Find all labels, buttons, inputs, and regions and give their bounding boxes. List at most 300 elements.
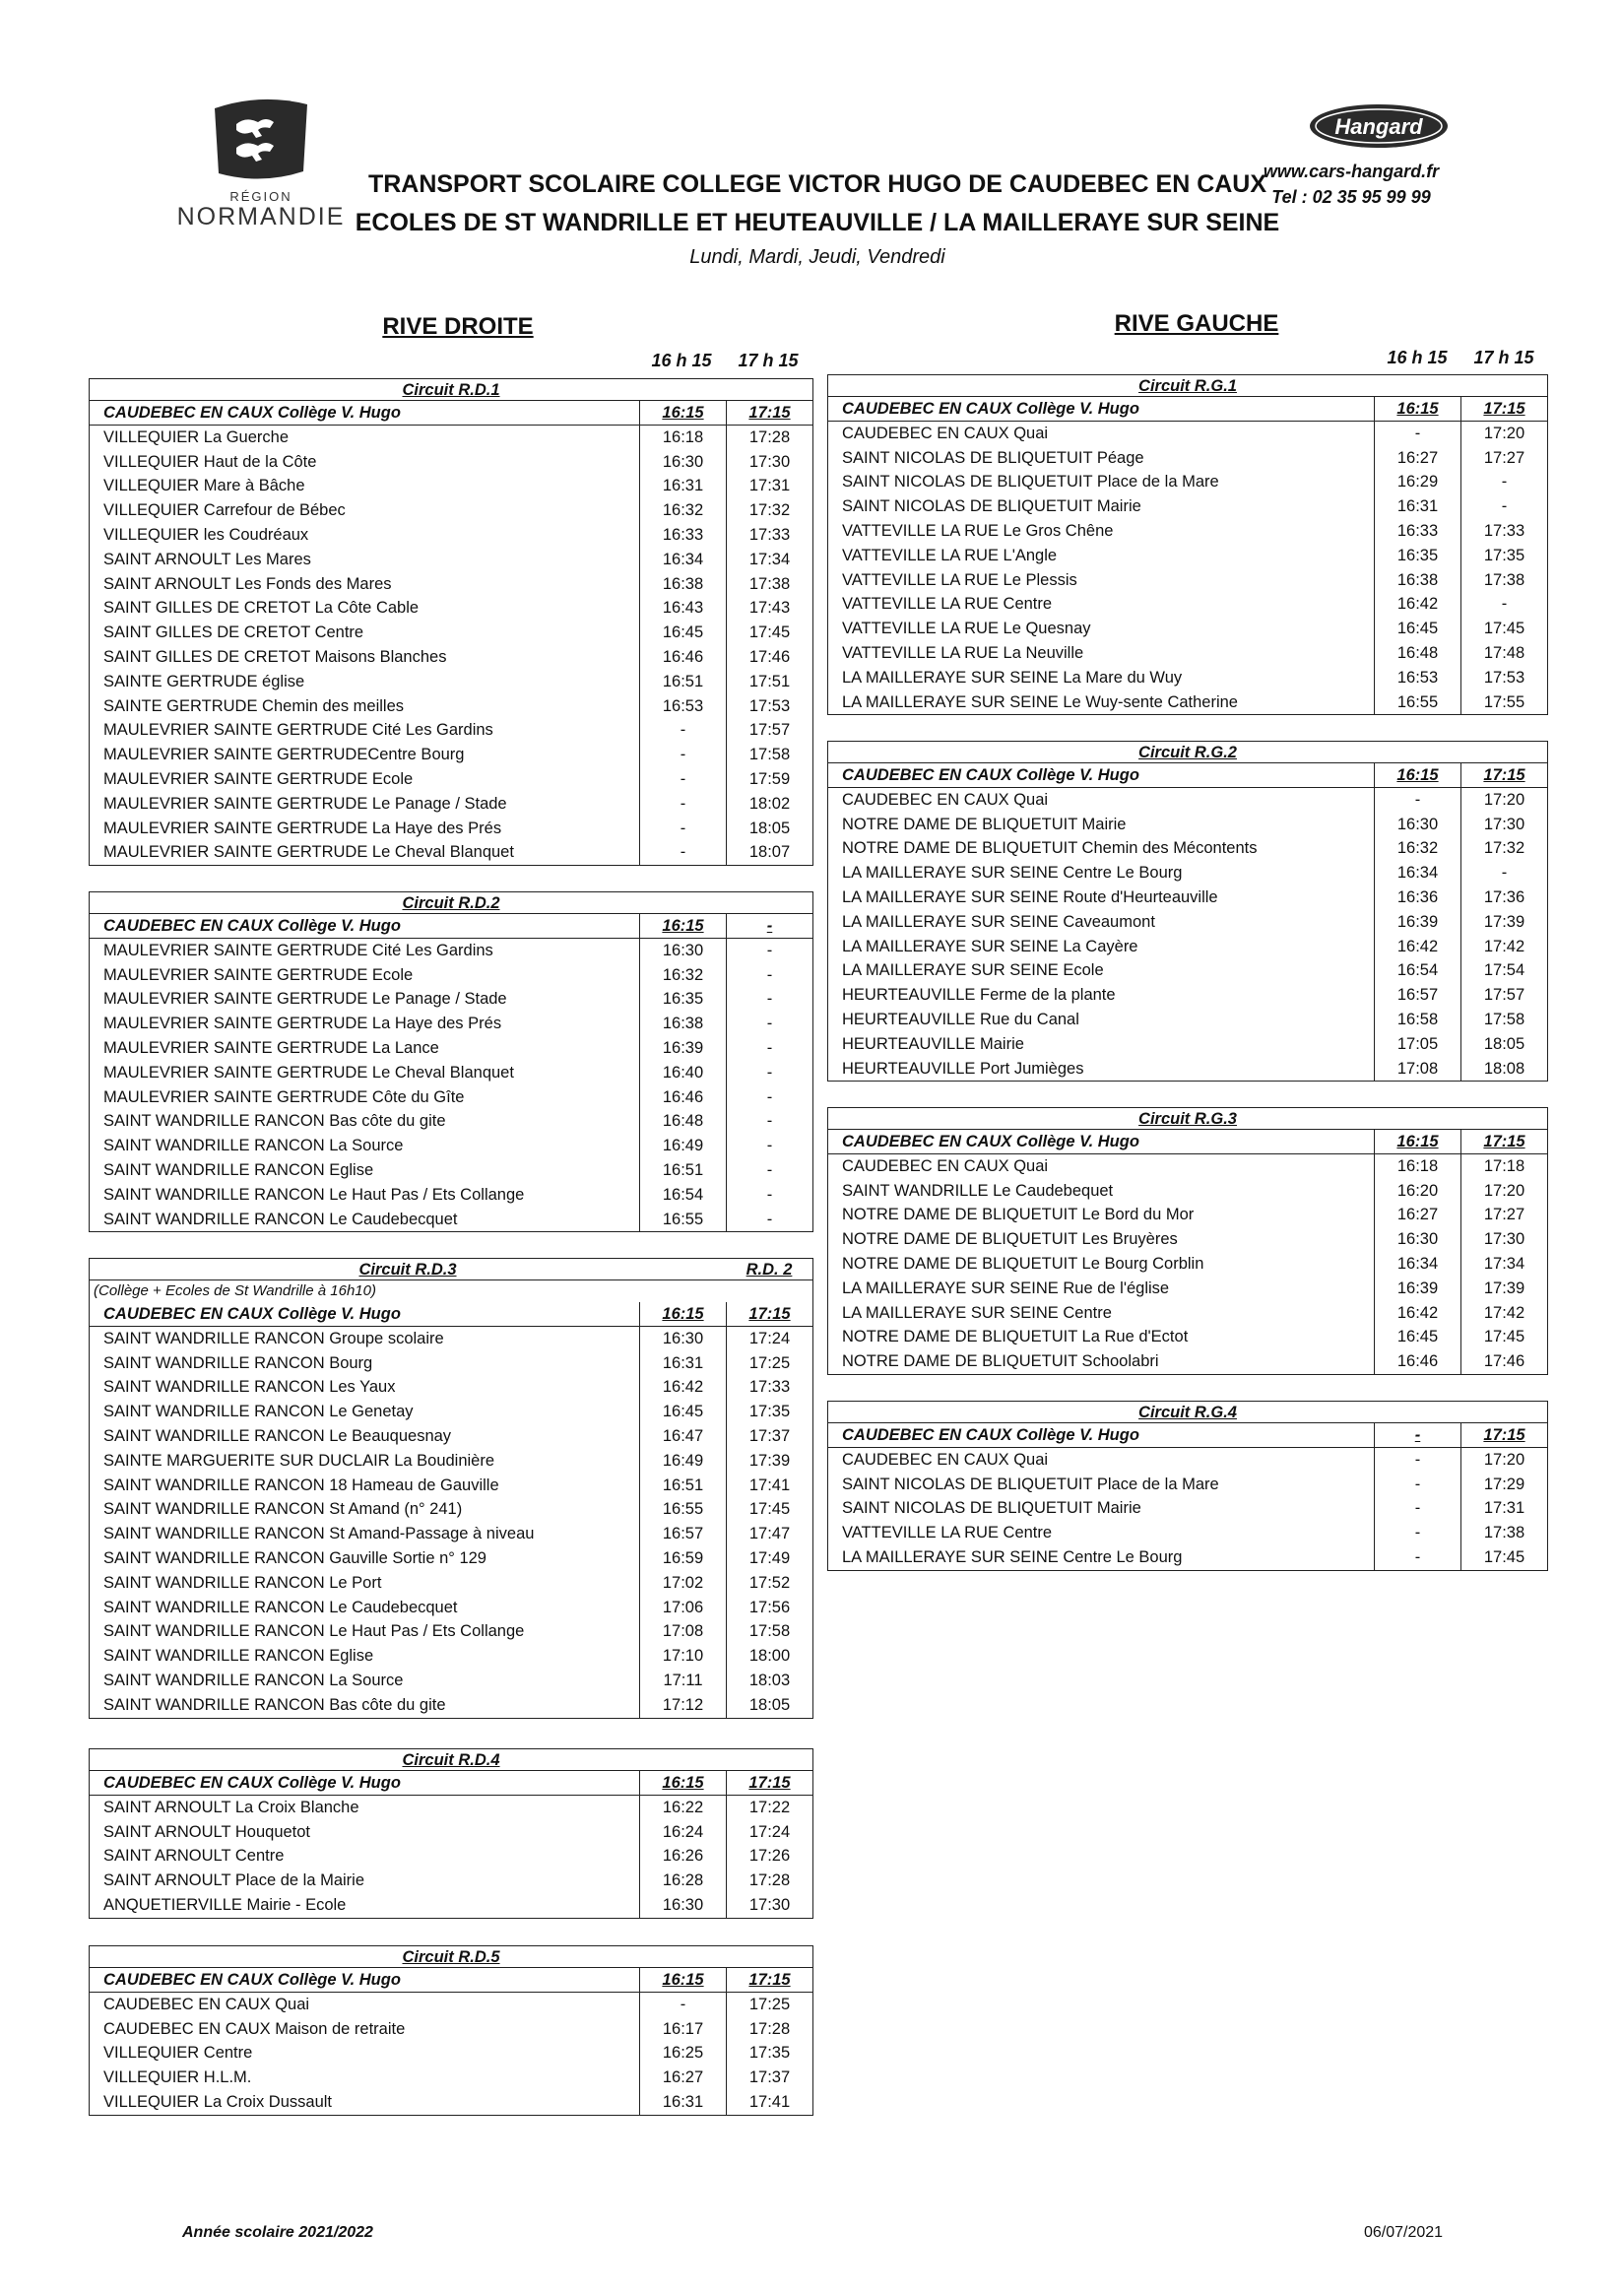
time-1615: 16:46: [1374, 1349, 1460, 1374]
stop-name: CAUDEBEC EN CAUX Collège V. Hugo: [103, 1305, 401, 1323]
stop-name: LA MAILLERAYE SUR SEINE La Cayère: [842, 937, 1138, 955]
circuit-title-bar: [828, 375, 1547, 397]
table-row: [828, 788, 1547, 813]
table-row: [90, 523, 812, 548]
time-1615: -: [1374, 788, 1460, 813]
table-row: [90, 1351, 812, 1376]
stop-name: SAINT WANDRILLE RANCON La Source: [103, 1137, 404, 1155]
time-1715: 17:24: [726, 1820, 812, 1845]
circuit-title-bar: [90, 1749, 812, 1771]
table-row: [90, 1693, 812, 1718]
stop-name: SAINT WANDRILLE RANCON Gauville Sortie n° 129: [103, 1548, 486, 1567]
stop-name: CAUDEBEC EN CAUX Quai: [103, 1995, 310, 2013]
table-row: [828, 1496, 1547, 1521]
time-1615: 16:48: [1374, 641, 1460, 666]
table-row: [90, 1109, 812, 1134]
time-1615: 16:35: [639, 987, 726, 1012]
time-1715: 18:05: [1460, 1032, 1547, 1057]
stop-name: VATTEVILLE LA RUE L'Angle: [842, 546, 1058, 564]
stop-name: SAINT WANDRILLE RANCON 18 Hameau de Gauville: [103, 1476, 499, 1494]
stop-name: MAULEVRIER SAINTE GERTRUDE Ecole: [103, 965, 414, 984]
stop-name: CAUDEBEC EN CAUX Collège V. Hugo: [103, 1774, 401, 1792]
table-row: [828, 446, 1547, 471]
stop-name: SAINT NICOLAS DE BLIQUETUIT Mairie: [842, 497, 1141, 516]
time-1615: 16:51: [639, 1158, 726, 1183]
table-row: [90, 1771, 812, 1796]
table-row: [828, 1252, 1547, 1277]
stop-name: SAINT ARNOULT La Croix Blanche: [103, 1798, 359, 1816]
table-row: [90, 1619, 812, 1644]
time-1715: 17:39: [1460, 1277, 1547, 1301]
time-1615: 16:28: [639, 1869, 726, 1893]
time-1615: 16:40: [639, 1061, 726, 1085]
table-row: [828, 666, 1547, 690]
circuit-title-bar: [828, 1108, 1547, 1130]
time-1715: 17:57: [1460, 983, 1547, 1008]
table-row: [90, 817, 812, 841]
table-row: [90, 914, 812, 939]
table-row: [828, 1473, 1547, 1497]
circuit-title-bar: [90, 892, 812, 914]
table-row: [90, 401, 812, 426]
time-1615: 16:30: [639, 939, 726, 963]
time-1715: 17:15: [1460, 397, 1547, 421]
time-1615: 16:38: [1374, 568, 1460, 593]
time-1615: -: [639, 1993, 726, 2017]
table-row: [90, 1085, 812, 1110]
time-1615: 16:15: [1374, 397, 1460, 421]
stop-name: SAINT WANDRILLE RANCON La Source: [103, 1671, 404, 1689]
table-row: [90, 1208, 812, 1232]
table-row: [828, 886, 1547, 910]
time-1615: 16:45: [639, 1400, 726, 1424]
table-row: [90, 426, 812, 450]
col-head-rd-1715: 17 h 15: [738, 351, 799, 370]
stop-name: SAINT WANDRILLE RANCON Le Beauquesnay: [103, 1426, 452, 1445]
circuit-title-bar: [828, 1402, 1547, 1423]
region-label: RÉGION: [229, 189, 292, 204]
circuit-rd3: [89, 1258, 813, 1719]
time-1715: 17:45: [726, 621, 812, 645]
stop-name: LA MAILLERAYE SUR SEINE Centre Le Bourg: [842, 864, 1183, 883]
time-1715: 18:05: [726, 1693, 812, 1718]
page-title-line-1: TRANSPORT SCOLAIRE COLLEGE VICTOR HUGO DE CAUDEBEC EN CAUX: [367, 170, 1267, 198]
time-1615: 16:38: [639, 572, 726, 597]
time-1615: -: [639, 792, 726, 817]
time-1715: -: [1460, 861, 1547, 886]
table-row: [90, 1400, 812, 1424]
time-1715: 17:15: [1460, 1423, 1547, 1447]
stop-name: CAUDEBEC EN CAUX Quai: [842, 424, 1049, 442]
time-1715: 17:46: [1460, 1349, 1547, 1374]
circuit-title-bar: [90, 379, 812, 401]
time-1715: 17:28: [726, 426, 812, 450]
time-1615: 16:36: [1374, 886, 1460, 910]
time-1715: 17:27: [1460, 1203, 1547, 1227]
stop-name: CAUDEBEC EN CAUX Collège V. Hugo: [842, 766, 1139, 784]
circuit-title-bar: [828, 742, 1547, 763]
school-year: Année scolaire 2021/2022: [182, 2224, 373, 2241]
time-1715: -: [1460, 592, 1547, 617]
stop-name: SAINT ARNOULT Les Fonds des Mares: [103, 574, 392, 593]
col-head-rg-1615: 16 h 15: [1387, 348, 1448, 367]
time-1615: 16:58: [1374, 1008, 1460, 1032]
circuit-rg3: [827, 1107, 1548, 1375]
stop-name: SAINT WANDRILLE RANCON Le Haut Pas / Ets Collange: [103, 1185, 525, 1204]
time-1615: 16:15: [1374, 763, 1460, 787]
time-1615: 17:11: [639, 1669, 726, 1693]
table-row: [90, 1183, 812, 1208]
time-1715: 17:35: [726, 2041, 812, 2066]
table-row: [828, 1203, 1547, 1227]
time-1715: 18:07: [726, 840, 812, 865]
time-1615: 16:51: [639, 1474, 726, 1498]
time-1615: -: [1374, 1521, 1460, 1545]
stop-name: MAULEVRIER SAINTE GERTRUDE Côte du Gîte: [103, 1087, 465, 1106]
time-1615: 16:46: [639, 1085, 726, 1110]
stop-name: MAULEVRIER SAINTE GERTRUDE Le Panage / Stade: [103, 794, 507, 813]
stop-name: NOTRE DAME DE BLIQUETUIT Mairie: [842, 815, 1127, 833]
table-row: [828, 836, 1547, 861]
stop-name: LA MAILLERAYE SUR SEINE La Mare du Wuy: [842, 668, 1183, 687]
stop-name: SAINT WANDRILLE Le Caudebequet: [842, 1181, 1114, 1200]
time-1615: 16:55: [639, 1497, 726, 1522]
stop-name: CAUDEBEC EN CAUX Collège V. Hugo: [842, 1133, 1139, 1150]
stop-name: VATTEVILLE LA RUE Centre: [842, 595, 1053, 614]
time-1615: -: [639, 840, 726, 865]
time-1715: 17:38: [1460, 568, 1547, 593]
time-1715: 17:32: [1460, 836, 1547, 861]
time-1715: 17:15: [726, 1968, 812, 1992]
time-1715: 17:26: [726, 1844, 812, 1869]
table-row: [90, 1893, 812, 1918]
table-row: [828, 983, 1547, 1008]
stop-name: SAINT WANDRILLE RANCON Bas côte du gite: [103, 1112, 446, 1131]
time-1615: 17:06: [639, 1596, 726, 1620]
table-row: [90, 1424, 812, 1449]
time-1715: -: [726, 939, 812, 963]
stop-name: HEURTEAUVILLE Ferme de la plante: [842, 986, 1116, 1005]
time-1715: 18:05: [726, 817, 812, 841]
time-1715: -: [726, 1134, 812, 1158]
circuit-rd5: [89, 1945, 813, 2116]
time-1615: -: [1374, 422, 1460, 446]
stop-name: LA MAILLERAYE SUR SEINE Centre: [842, 1303, 1112, 1322]
stop-name: NOTRE DAME DE BLIQUETUIT La Rue d'Ectot: [842, 1328, 1189, 1346]
time-1615: 16:26: [639, 1844, 726, 1869]
circuit-rg2: [827, 741, 1548, 1082]
time-1715: 17:59: [726, 767, 812, 792]
circuit-note: (Collège + Ecoles de St Wandrille à 16h10): [94, 1282, 376, 1299]
stop-name: CAUDEBEC EN CAUX Collège V. Hugo: [103, 1971, 401, 1989]
time-1715: -: [726, 1012, 812, 1036]
time-1715: 18:03: [726, 1669, 812, 1693]
time-1615: -: [639, 767, 726, 792]
time-1715: 17:35: [726, 1400, 812, 1424]
time-1615: 16:49: [639, 1134, 726, 1158]
table-row: [828, 935, 1547, 959]
table-row: [90, 1571, 812, 1596]
rive-gauche-title: RIVE GAUCHE: [1114, 310, 1279, 337]
table-row: [90, 621, 812, 645]
stop-name: CAUDEBEC EN CAUX Quai: [842, 790, 1049, 809]
time-1615: 16:31: [639, 1351, 726, 1376]
time-1715: 17:15: [1460, 763, 1547, 787]
stop-name: SAINT WANDRILLE RANCON Le Caudebecquet: [103, 1598, 458, 1616]
table-row: [90, 1546, 812, 1571]
company-phone: Tel : 02 35 95 99 99: [1271, 187, 1431, 207]
time-1615: 16:15: [1374, 1130, 1460, 1153]
time-1615: 16:18: [639, 426, 726, 450]
stop-name: VILLEQUIER La Guerche: [103, 427, 290, 446]
stop-name: SAINT NICOLAS DE BLIQUETUIT Péage: [842, 448, 1144, 467]
circuit-title: Circuit R.D.2: [402, 894, 500, 912]
time-1715: 17:52: [726, 1571, 812, 1596]
time-1715: 17:27: [1460, 446, 1547, 471]
table-row: [828, 1008, 1547, 1032]
time-1615: 16:34: [1374, 1252, 1460, 1277]
table-row: [90, 1327, 812, 1351]
time-1615: 16:34: [639, 548, 726, 572]
time-1615: 16:55: [1374, 690, 1460, 715]
hangard-logo: [1305, 98, 1453, 154]
normandie-label: NORMANDIE: [176, 203, 346, 230]
stop-name: CAUDEBEC EN CAUX Maison de retraite: [103, 2019, 406, 2038]
time-1715: -: [726, 987, 812, 1012]
lions-flag-icon: [207, 95, 315, 185]
stop-name: VILLEQUIER H.L.M.: [103, 2068, 252, 2087]
stop-name: LA MAILLERAYE SUR SEINE Le Wuy-sente Catherine: [842, 692, 1238, 711]
time-1715: -: [726, 914, 812, 938]
table-row: [90, 1036, 812, 1061]
time-1715: 17:28: [726, 1869, 812, 1893]
table-row: [90, 2090, 812, 2115]
stop-name: VATTEVILLE LA RUE Centre: [842, 1524, 1053, 1542]
time-1615: 16:45: [1374, 1325, 1460, 1349]
stop-name: CAUDEBEC EN CAUX Collège V. Hugo: [103, 404, 401, 422]
table-row: [90, 694, 812, 719]
stop-name: SAINT NICOLAS DE BLIQUETUIT Place de la Mare: [842, 1475, 1219, 1493]
stop-name: NOTRE DAME DE BLIQUETUIT Les Bruyères: [842, 1230, 1178, 1249]
table-row: [828, 958, 1547, 983]
time-1615: 16:38: [639, 1012, 726, 1036]
stop-name: VATTEVILLE LA RUE Le Quesnay: [842, 620, 1091, 638]
time-1615: 16:20: [1374, 1179, 1460, 1204]
time-1715: 17:58: [726, 1619, 812, 1644]
circuit-title: Circuit R.D.3: [358, 1261, 457, 1279]
time-1715: 17:58: [726, 743, 812, 767]
stop-name: SAINTE GERTRUDE Chemin des meilles: [103, 696, 405, 715]
table-row: [828, 519, 1547, 544]
stop-name: SAINT WANDRILLE RANCON Le Port: [103, 1573, 382, 1592]
time-1715: 17:43: [726, 596, 812, 621]
time-1615: 16:32: [639, 963, 726, 988]
stop-name: MAULEVRIER SAINTE GERTRUDE Cité Les Gardins: [103, 721, 493, 740]
stop-name: SAINT ARNOULT Centre: [103, 1847, 285, 1866]
table-row: [90, 1844, 812, 1869]
table-row: [90, 1061, 812, 1085]
table-row: [90, 572, 812, 597]
table-row: [828, 397, 1547, 422]
table-row: [828, 1325, 1547, 1349]
company-website[interactable]: www.cars-hangard.fr: [1263, 162, 1440, 181]
circuit-rd1: [89, 378, 813, 866]
page-title-line-2: ECOLES DE ST WANDRILLE ET HEUTEAUVILLE / LA MAILLERAYE SUR SEINE: [355, 209, 1280, 236]
stop-name: VILLEQUIER Carrefour de Bébec: [103, 501, 346, 520]
table-row: [828, 1227, 1547, 1252]
table-row: [828, 1448, 1547, 1473]
time-1615: 16:54: [1374, 958, 1460, 983]
table-row: [90, 1497, 812, 1522]
time-1715: 17:31: [726, 474, 812, 498]
stop-name: VILLEQUIER les Coudréaux: [103, 525, 309, 544]
time-1615: 16:27: [1374, 1203, 1460, 1227]
stop-name: MAULEVRIER SAINTE GERTRUDECentre Bourg: [103, 746, 465, 764]
stop-name: MAULEVRIER SAINTE GERTRUDE Le Cheval Blanquet: [103, 1063, 514, 1082]
stop-name: SAINT WANDRILLE RANCON Le Caudebecquet: [103, 1210, 458, 1228]
time-1615: 16:15: [639, 914, 726, 938]
time-1615: 16:17: [639, 2017, 726, 2042]
time-1715: 17:30: [726, 1893, 812, 1918]
time-1715: 17:22: [726, 1796, 812, 1820]
circuit-title: Circuit R.D.1: [402, 381, 500, 399]
time-1615: 16:25: [639, 2041, 726, 2066]
stop-name: NOTRE DAME DE BLIQUETUIT Schoolabri: [842, 1352, 1159, 1371]
document-date: 06/07/2021: [1364, 2224, 1444, 2241]
time-1715: 18:08: [1460, 1057, 1547, 1082]
service-days: Lundi, Mardi, Jeudi, Vendredi: [689, 246, 945, 268]
time-1715: 17:24: [726, 1327, 812, 1351]
table-row: [90, 1968, 812, 1993]
table-row: [90, 1449, 812, 1474]
circuit-title: Circuit R.D.5: [402, 1948, 500, 1966]
table-row: [90, 2066, 812, 2090]
time-1715: 17:45: [1460, 1545, 1547, 1570]
table-row: [90, 1644, 812, 1669]
table-row: [828, 568, 1547, 593]
time-1715: 17:36: [1460, 886, 1547, 910]
stop-name: SAINT WANDRILLE RANCON Bas côte du gite: [103, 1695, 446, 1714]
table-row: [828, 813, 1547, 837]
time-1615: 16:47: [639, 1424, 726, 1449]
time-1715: 17:25: [726, 1993, 812, 2017]
table-row: [90, 645, 812, 670]
time-1715: -: [726, 1109, 812, 1134]
time-1615: 16:31: [639, 2090, 726, 2115]
time-1715: -: [726, 1085, 812, 1110]
time-1615: -: [639, 718, 726, 743]
time-1715: 17:20: [1460, 1448, 1547, 1473]
time-1615: 16:15: [639, 401, 726, 425]
time-1615: 16:49: [639, 1449, 726, 1474]
time-1715: 17:32: [726, 498, 812, 523]
stop-name: CAUDEBEC EN CAUX Quai: [842, 1156, 1049, 1175]
table-row: [90, 963, 812, 988]
time-1715: 17:45: [726, 1497, 812, 1522]
stop-name: SAINT WANDRILLE RANCON Le Haut Pas / Ets Collange: [103, 1622, 525, 1641]
time-1615: -: [639, 817, 726, 841]
table-row: [828, 763, 1547, 788]
stop-name: MAULEVRIER SAINTE GERTRUDE Ecole: [103, 769, 414, 788]
time-1715: 17:47: [726, 1522, 812, 1546]
time-1715: 17:30: [1460, 813, 1547, 837]
time-1715: 17:34: [1460, 1252, 1547, 1277]
table-row: [828, 422, 1547, 446]
stop-name: MAULEVRIER SAINTE GERTRUDE La Haye des Prés: [103, 819, 502, 837]
table-row: [90, 1522, 812, 1546]
time-1715: -: [726, 1158, 812, 1183]
time-1615: 16:30: [1374, 813, 1460, 837]
time-1715: -: [726, 963, 812, 988]
time-1715: 17:20: [1460, 1179, 1547, 1204]
table-row: [90, 1869, 812, 1893]
table-row: [90, 718, 812, 743]
stop-name: HEURTEAUVILLE Rue du Canal: [842, 1010, 1079, 1028]
stop-name: SAINTE GERTRUDE église: [103, 672, 305, 690]
time-1715: -: [1460, 470, 1547, 494]
time-1615: 17:05: [1374, 1032, 1460, 1057]
time-1615: 16:53: [1374, 666, 1460, 690]
stop-name: SAINT WANDRILLE RANCON St Amand (n° 241): [103, 1500, 463, 1519]
time-1715: 17:28: [726, 2017, 812, 2042]
table-row: [828, 1032, 1547, 1057]
stop-name: SAINT WANDRILLE RANCON Groupe scolaire: [103, 1329, 444, 1347]
stop-name: MAULEVRIER SAINTE GERTRUDE La Haye des Prés: [103, 1015, 502, 1033]
time-1715: 17:25: [726, 1351, 812, 1376]
time-1615: 16:29: [1374, 470, 1460, 494]
stop-name: MAULEVRIER SAINTE GERTRUDE Le Panage / Stade: [103, 990, 507, 1009]
circuit-title-bar: [90, 1946, 812, 1968]
region-normandie-logo: [167, 95, 355, 232]
time-1715: 17:53: [1460, 666, 1547, 690]
stop-name: VATTEVILLE LA RUE La Neuville: [842, 643, 1084, 662]
time-1615: 16:42: [1374, 1301, 1460, 1326]
time-1615: 16:30: [639, 1893, 726, 1918]
table-row: [828, 690, 1547, 715]
time-1615: 16:45: [1374, 617, 1460, 641]
time-1715: 17:54: [1460, 958, 1547, 983]
stop-name: SAINT WANDRILLE RANCON Bourg: [103, 1353, 373, 1372]
circuit-title: Circuit R.G.3: [1138, 1110, 1237, 1128]
table-row: [828, 1521, 1547, 1545]
time-1715: 18:00: [726, 1644, 812, 1669]
time-1615: 16:45: [639, 621, 726, 645]
stop-name: CAUDEBEC EN CAUX Collège V. Hugo: [103, 917, 401, 935]
stop-name: SAINT NICOLAS DE BLIQUETUIT Mairie: [842, 1499, 1141, 1518]
time-1715: 17:48: [1460, 641, 1547, 666]
time-1715: 17:39: [726, 1449, 812, 1474]
time-1615: 16:18: [1374, 1154, 1460, 1179]
time-1615: 16:57: [1374, 983, 1460, 1008]
time-1715: 17:53: [726, 694, 812, 719]
table-row: [90, 2041, 812, 2066]
time-1715: -: [1460, 494, 1547, 519]
stop-name: VILLEQUIER Centre: [103, 2044, 253, 2063]
table-row: [90, 498, 812, 523]
table-row: [90, 548, 812, 572]
stop-name: SAINT WANDRILLE RANCON St Amand-Passage à niveau: [103, 1525, 535, 1543]
time-1615: 16:22: [639, 1796, 726, 1820]
time-1715: 17:38: [1460, 1521, 1547, 1545]
stop-name: SAINT ARNOULT Houquetot: [103, 1822, 311, 1841]
time-1615: 16:39: [639, 1036, 726, 1061]
time-1615: -: [639, 743, 726, 767]
stop-name: NOTRE DAME DE BLIQUETUIT Chemin des Mécontents: [842, 839, 1258, 858]
stop-name: SAINT ARNOULT Les Mares: [103, 550, 311, 568]
table-row: [828, 470, 1547, 494]
stop-name: SAINT GILLES DE CRETOT La Côte Cable: [103, 599, 420, 618]
time-1715: 17:42: [1460, 935, 1547, 959]
